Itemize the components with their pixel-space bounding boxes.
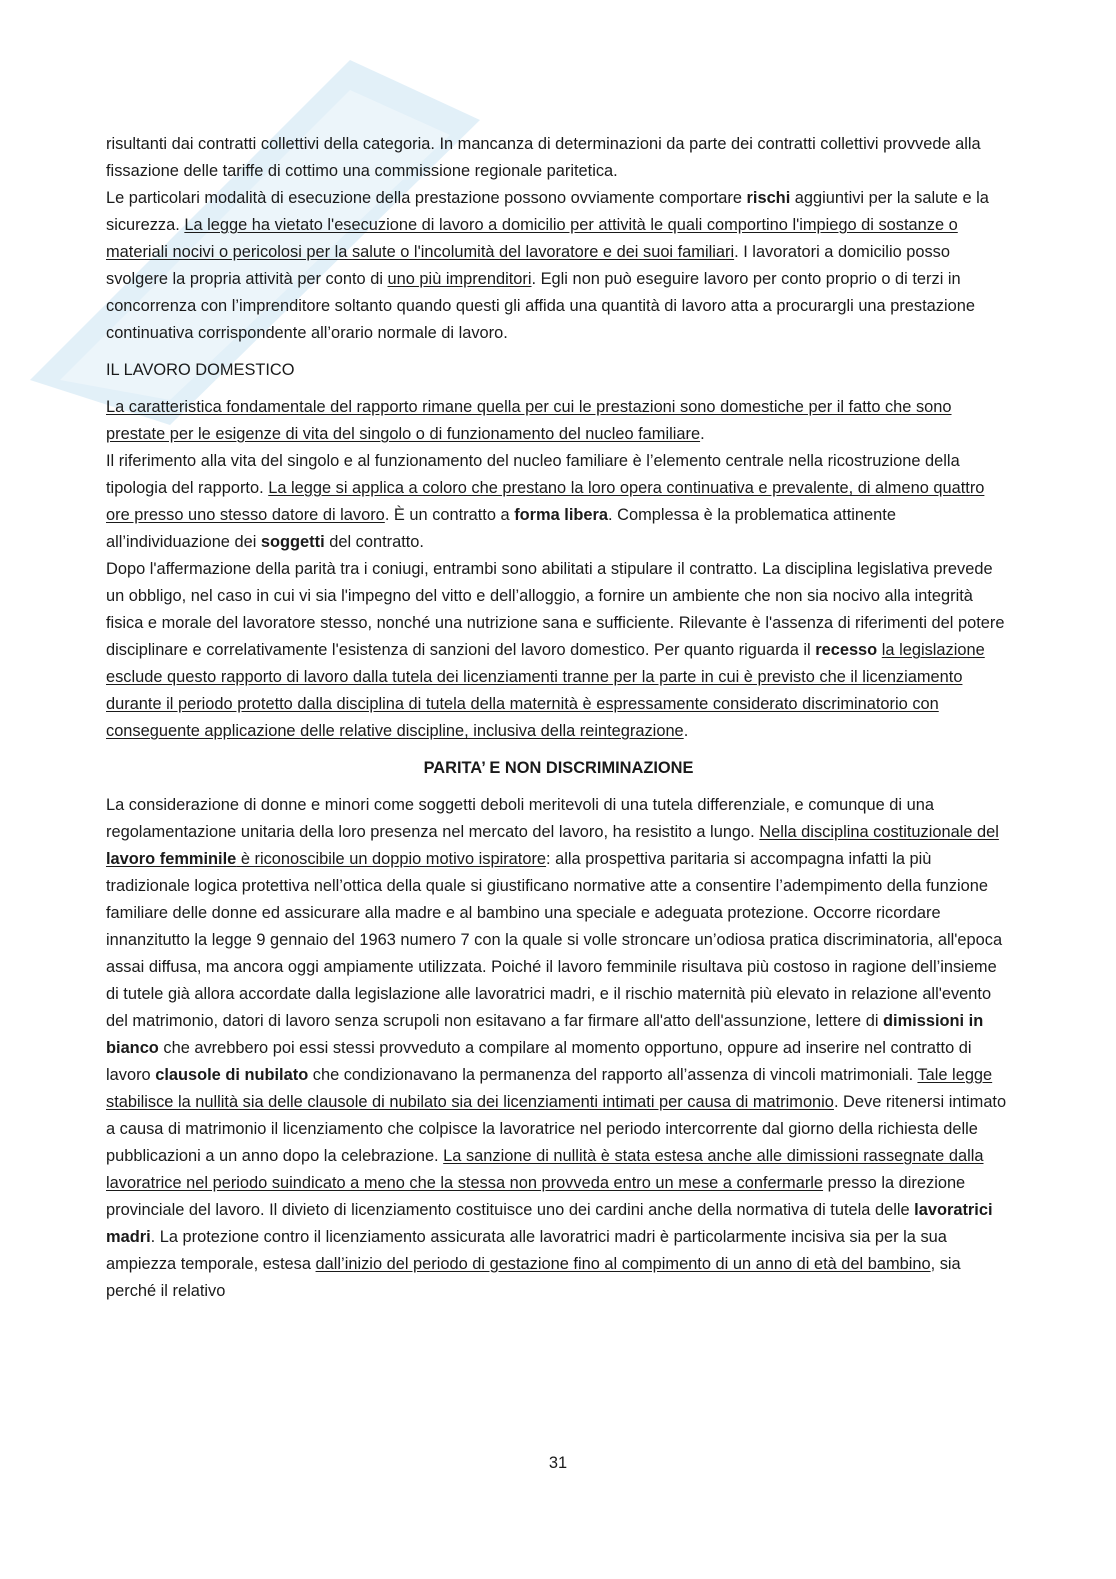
underlined-text: Nella disciplina costituzionale del <box>759 823 999 841</box>
paragraph <box>106 792 1011 1305</box>
document-page <box>106 131 1011 1305</box>
bold-text: clausole di nubilato <box>155 1066 309 1084</box>
text-run: . È un contratto a <box>384 506 515 524</box>
section-heading <box>106 755 1011 782</box>
paragraph <box>106 394 1011 448</box>
underlined-text: uno più imprenditori <box>387 270 532 288</box>
text-run: presso la direzione provinciale del lavoro. Il divieto di licenziamento costituisce uno dei cardini anche della normativa di tutela delle <box>106 1174 966 1219</box>
paragraph <box>106 556 1011 745</box>
paragraph-gap <box>106 745 1011 755</box>
text-run: Il riferimento alla vita del singolo e al funzionamento del nucleo familiare è l’elemento centrale nella ricostruzione della tipologia del rapporto. <box>106 452 960 497</box>
bold-text: rischi <box>746 189 791 207</box>
text-run: PARITA’ E NON DISCRIMINAZIONE <box>423 759 694 777</box>
bold-text: recesso <box>815 641 878 659</box>
text-run: . Egli non può eseguire lavoro per conto proprio o di terzi in concorrenza con l’imprenditore soltanto quando questi gli affida una quantità di lavoro atta a procurargli una prestazione continuativa corrispondente all’orario normale di lavoro. <box>106 270 975 342</box>
text-run: . Deve ritenersi intimato a causa di matrimonio il licenziamento che colpisce la lavoratrice nel periodo intercorrente dal giorno della richiesta delle pubblicazioni a un anno dopo la celebrazione. <box>106 1093 1007 1165</box>
paragraph-gap <box>106 384 1011 394</box>
bold-text: soggetti <box>260 533 325 551</box>
text-run: Le particolari modalità di esecuzione della prestazione possono ovviamente comportare <box>106 189 747 207</box>
text-run: . <box>700 425 705 443</box>
text-run: aggiuntivi per la salute e la sicurezza. <box>106 189 989 234</box>
underlined-text: Tale legge stabilisce la nullità sia delle clausole di nubilato sia dei licenziamenti intimati per causa di matrimonio <box>106 1066 993 1111</box>
underlined-text: la legislazione esclude questo rapporto di lavoro dalla tutela dei licenziamenti tranne per la parte in cui è previsto che il licenziamento durante il periodo protetto dalla disciplina di tutela della maternità è espressamente considerato discriminatorio con conseguente applicazione delle relative discipline, inclusiva della reintegrazione <box>106 641 985 740</box>
underlined-text: è riconoscibile un doppio motivo ispiratore <box>236 850 547 868</box>
text-run: . Complessa è la problematica attinente all’individuazione dei <box>106 506 896 551</box>
text-run: del contratto. <box>324 533 424 551</box>
page-number: 31 <box>548 1454 568 1472</box>
bold-text: forma libera <box>514 506 609 524</box>
paragraph-gap <box>106 782 1011 792</box>
underlined-text: La legge ha vietato l'esecuzione di lavoro a domicilio per attività le quali comportino l'impiego di sostanze o materiali nocivi o pericolosi per la salute o l'incolumità del lavoratore e dei suoi familiari <box>106 216 958 261</box>
text-run: . La protezione contro il licenziamento assicurata alle lavoratrici madri è particolarmente incisiva sia per la sua ampiezza temporale, estesa <box>106 1228 947 1273</box>
paragraph <box>106 185 1011 347</box>
text-run: . I lavoratori a domicilio posso svolgere la propria attività per conto di <box>106 243 950 288</box>
underlined-text: lavoro femminile <box>106 850 237 868</box>
text-run: . <box>683 722 689 740</box>
underlined-text: La sanzione di nullità è stata estesa anche alle dimissioni rassegnate dalla lavoratrice nel periodo suindicato a meno che la stessa non provveda entro un mese a confermarle <box>106 1147 984 1192</box>
text-run: La considerazione di donne e minori come soggetti deboli meritevoli di una tutela differenziale, e comunque di una regolamentazione unitaria della loro presenza nel mercato del lavoro, ha resistito a lungo. <box>106 796 934 841</box>
text-run: : alla prospettiva paritaria si accompagna infatti la più tradizionale logica protettiva nell’ottica della quale si giustificano normative atte a consentire l’adempimento della funzione familiare delle donne ed assicurare alla madre e al bambino una speciale e adeguata protezione. Occorre ricordare innanzitutto la legge 9 gennaio del 1963 numero 7 con la quale si volle stroncare un’odiosa pratica discriminatoria, all'epoca assai diffusa, ma ancora oggi ampiamente utilizzata. Poiché il lavoro femminile risultava più costoso in ragione dell’insieme di tutele già allora accordate dalla legislazione alle lavoratrici madri, e il rischio maternità più elevato in relazione all'evento del matrimonio, datori di lavoro senza scrupoli non esitavano a far firmare all'atto dell'assunzione, lettere di <box>106 850 1003 1030</box>
text-run: , sia perché il relativo <box>106 1255 961 1300</box>
underlined-text: La legge si applica a coloro che prestano la loro opera continuativa e prevalente, di almeno quattro ore presso uno stesso datore di lavoro <box>106 479 985 524</box>
text-run: che avrebbero poi essi stessi provveduto a compilare al momento opportuno, oppure ad inserire nel contratto di lavoro <box>106 1039 972 1084</box>
bold-text: lavoratrici madri <box>106 1201 993 1246</box>
text-run: Dopo l'affermazione della parità tra i coniugi, entrambi sono abilitati a stipulare il contratto. La disciplina legislativa prevede un obbligo, nel caso in cui vi sia l'impegno del vitto e dell’alloggio, a fornire un ambiente che non sia nocivo alla integrità fisica e morale del lavoratore stesso, nonché una nutrizione sana e sufficiente. Rilevante è l'assenza di riferimenti del potere disciplinare e correlativamente l'esistenza di sanzioni del lavoro domestico. Per quanto riguarda il <box>106 560 1005 659</box>
underlined-text: dall’inizio del periodo di gestazione fino al compimento di un anno di età del bambino <box>315 1255 931 1273</box>
text-run: risultanti dai contratti collettivi della categoria. In mancanza di determinazioni da parte dei contratti collettivi provvede alla fissazione delle tariffe di cottimo una commissione regionale paritetica. <box>106 135 981 180</box>
paragraph <box>106 131 1011 185</box>
underlined-text: La caratteristica fondamentale del rapporto rimane quella per cui le prestazioni sono domestiche per il fatto che sono prestate per le esigenze di vita del singolo o di funzionamento del nucleo familiare <box>106 398 952 443</box>
paragraph-gap <box>106 347 1011 357</box>
subsection-heading <box>106 357 1011 384</box>
text-run: che condizionavano la permanenza del rapporto all’assenza di vincoli matrimoniali. <box>308 1066 918 1084</box>
bold-text: dimissioni in bianco <box>106 1012 984 1057</box>
paragraph <box>106 448 1011 556</box>
text-run: IL LAVORO DOMESTICO <box>106 361 295 379</box>
